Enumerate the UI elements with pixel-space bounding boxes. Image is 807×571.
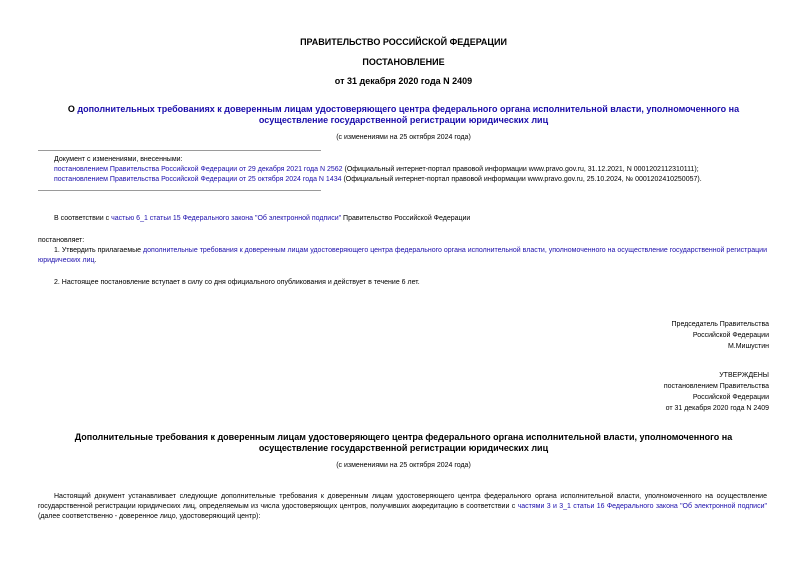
approved-date: от 31 декабря 2020 года N 2409 [665,405,769,412]
requirements-link[interactable]: частями 3 и 3_1 статьи 16 Федерального закона "Об электронной подписи" [517,503,767,510]
decides-text: постановляет: [38,237,85,244]
date-number-heading: от 31 декабря 2020 года N 2409 [334,76,473,86]
document-title [0,104,807,126]
basis-paragraph [54,214,774,224]
approved-country: Российской Федерации [692,394,769,401]
signature-country: Российской Федерации [692,332,769,339]
change-source-2: (Официальный интернет-портал правовой информации www.pravo.gov.ru, 25.10.2024, № 0001202410250057). [341,176,702,183]
approval-block [664,370,769,414]
item-1-paragraph [38,246,767,266]
change-link-2[interactable]: постановлением Правительства Российской Федерации от 25 октября 2024 года N 1434 [54,176,342,183]
basis-text-pre: В соответствии с [54,215,112,222]
requirements-text-post: (далее соответственно - доверенное лицо, удостоверяющий центр): [38,513,261,520]
item-1-text-post: . [94,257,97,264]
requirements-text-pre: Настоящий документ устанавливает следующие дополнительные требования к доверенным лицам удостоверяющего центра федерального органа исполнительной власти, уполномоченного на осуществление государственной регистрации юридических лиц, определяемым из числа удостоверяющих центров, получивших аккредитацию в соответствии с [38,493,767,510]
requirements-paragraph [38,492,767,522]
basis-link[interactable]: частью 6_1 статьи 15 Федерального закона "Об электронной подписи" [111,215,342,222]
requirements-revision: (с изменениями на 25 октября 2024 года) [336,462,471,469]
divider-bottom [38,190,321,191]
change-item-2 [54,175,784,185]
change-item-1 [54,165,784,175]
divider-top [38,150,321,151]
signature-block [672,319,769,352]
approved-by: постановлением Правительства [663,383,769,390]
signature-name: М.Мишустин [727,343,769,350]
item-1-link[interactable]: дополнительные требования к доверенным лицам удостоверяющего центра федерального органа исполнительной власти, уполномоченного на осуществление государственной регистрации юридических лиц [38,247,767,264]
basis-text-post: Правительство Российской Федерации [341,215,471,222]
change-link-1[interactable]: постановлением Правительства Российской Федерации от 29 декабря 2021 года N 2562 [54,166,343,173]
item-2-paragraph: 2. Настоящее постановление вступает в силу со дня официального опубликования и действует в течение 6 лет. [54,279,420,286]
title-prefix: О [67,104,78,114]
approved-label: УТВЕРЖДЕНЫ [719,372,769,379]
government-heading: ПРАВИТЕЛЬСТВО РОССИЙСКОЙ ФЕДЕРАЦИИ [300,37,507,47]
changes-intro: Документ с изменениями, внесенными: [54,156,183,163]
document-type-heading: ПОСТАНОВЛЕНИЕ [362,57,445,67]
signature-position: Председатель Правительства [671,321,769,328]
title-link[interactable]: дополнительных требованиях к доверенным лицам удостоверяющего центра федерального органа исполнительной власти, уполномоченного на осуществление государственной регистрации юридических лиц [77,104,740,125]
revision-note: (с изменениями на 25 октября 2024 года) [336,134,471,141]
item-1-text-pre: 1. Утвердить прилагаемые [54,247,144,254]
requirements-title: Дополнительные требования к доверенным лицам удостоверяющего центра федерального органа исполнительной власти, уполномоченного на осуществление государственной регистрации юридических лиц [74,432,733,453]
change-source-1: (Официальный интернет-портал правовой информации www.pravo.gov.ru, 31.12.2021, N 0001202112310111); [342,166,699,173]
